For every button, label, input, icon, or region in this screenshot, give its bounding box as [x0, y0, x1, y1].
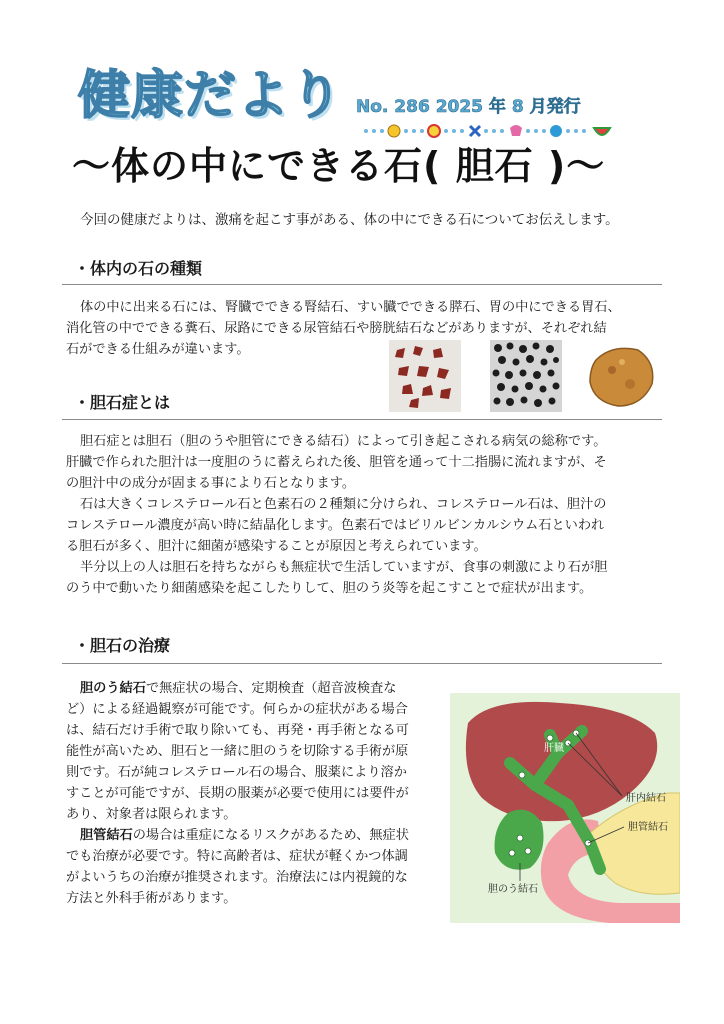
divider	[62, 284, 662, 285]
divider	[62, 663, 662, 664]
section-body-treatment	[66, 678, 409, 909]
paragraph-line: 半分以上の人は胆石を持ちながらも無症状で生活していますが、食事の刺激により石が胆	[80, 560, 608, 575]
paragraph-line: 方法と外科手術があります。	[66, 891, 237, 906]
paragraph-text: の場合は重症になるリスクがあるため、無症状	[132, 828, 409, 843]
stone-dot	[547, 735, 553, 741]
stone-photo-yellow	[582, 340, 662, 412]
intro-text: 今回の健康だよりは、激痛を起こす事がある、体の中にできる石についてお伝えします。	[80, 212, 619, 228]
masthead-title: 健康だより	[78, 66, 344, 126]
paragraph-line: あり、対象者は限られます。	[66, 807, 237, 822]
term-bile-duct-stone: 胆管結石	[80, 828, 133, 843]
stone-dot	[519, 772, 525, 778]
paragraph-line: 消化管の中でできる糞石、尿路にできる尿管結石や膀胱結石などがありますが、それぞれ結	[66, 321, 607, 336]
paragraph-line: 石ができる仕組みが違います。	[66, 342, 250, 357]
stone-photo-red	[389, 340, 461, 412]
pinwheel-icon	[550, 125, 562, 137]
gallbladder-stone-label: 胆のう結石	[488, 884, 538, 895]
gallstone-anatomy-diagram	[450, 693, 680, 923]
stone-dot	[509, 850, 515, 856]
paragraph-line	[66, 678, 409, 699]
paragraph-line: 肝臓で作られた胆汁は一度胆のうに蓄えられた後、胆管を通って十二指腸に流れますが、そ	[66, 455, 607, 470]
section-heading-gallstone-disease: ・胆石症とは	[74, 393, 171, 412]
shaved-ice-icon	[510, 125, 522, 136]
term-gallbladder-stone: 胆のう結石	[80, 681, 146, 696]
paragraph-line: でも治療が必要です。特に高齢者は、症状が軽くかつ体調	[66, 849, 408, 864]
beach-ball-icon	[428, 125, 440, 137]
stone-dot	[525, 848, 531, 854]
paragraph-line: ど）による経過観察が可能です。何らかの症状がある場合	[66, 702, 408, 717]
paragraph-line: 能性が高いため、胆石と一緒に胆のうを切除する手術が原	[66, 744, 409, 759]
paragraph-line: 体の中に出来る石には、腎臓でできる腎結石、すい臓でできる膵石、胃の中にできる胃石、	[80, 300, 621, 315]
paragraph-line: る胆石が多く、胆汁に細菌が感染することが原因と考えられています。	[66, 539, 487, 554]
paragraph-line: の胆汁中の成分が固まる事により石となります。	[66, 476, 356, 491]
stone-photo-black	[490, 340, 562, 412]
paragraph-text: で無症状の場合、定期検査（超音波検査な	[145, 681, 397, 696]
section-body-gallstone-disease	[66, 431, 608, 599]
paragraph-line: 石は大きくコレステロール石と色素石の２種類に分けられ、コレステロール石は、胆汁の	[80, 497, 607, 512]
paragraph-line: コレステロール濃度が高い時に結晶化します。色素石ではビリルビンカルシウム石といわれ	[66, 518, 605, 533]
paragraph-line: 胆石症とは胆石（胆のうや胆管にできる結石）によって引き起こされる病気の総称です。	[80, 434, 607, 449]
bile-duct-stone-label: 胆管結石	[628, 822, 668, 833]
paragraph-line: のう中で動いたり細菌感染を起こしたりして、胆のう炎等を起こすことで症状が出ます。	[66, 581, 593, 596]
section-heading-treatment: ・胆石の治療	[74, 636, 171, 655]
stone-dot	[517, 835, 523, 841]
paragraph-line: 則です。石が純コレステロール石の場合、服薬により溶か	[66, 765, 407, 780]
sunflower-icon	[388, 125, 400, 137]
sandal-icon	[470, 126, 480, 136]
paragraph-line: は、結石だけ手術で取り除いても、再発・再手術となる可	[66, 723, 409, 738]
paragraph-line	[66, 825, 409, 846]
decorative-border	[362, 122, 614, 140]
paragraph-line: すことが可能ですが、長期の服薬が必要で使用には要件が	[66, 786, 409, 801]
page-title: ～体の中にできる石( 胆石 )～	[72, 144, 606, 188]
liver-label: 肝臓	[544, 743, 564, 754]
section-heading-stone-types: ・体内の石の種類	[74, 259, 203, 278]
watermelon-icon	[594, 128, 610, 135]
issue-info: No. 286 2025 年 8 月発行	[356, 97, 581, 117]
paragraph-line: がよいうちの治療が推奨されます。治療法には内視鏡的な	[66, 870, 408, 885]
divider	[62, 419, 662, 420]
intrahepatic-stone-label: 肝内結石	[626, 793, 666, 804]
